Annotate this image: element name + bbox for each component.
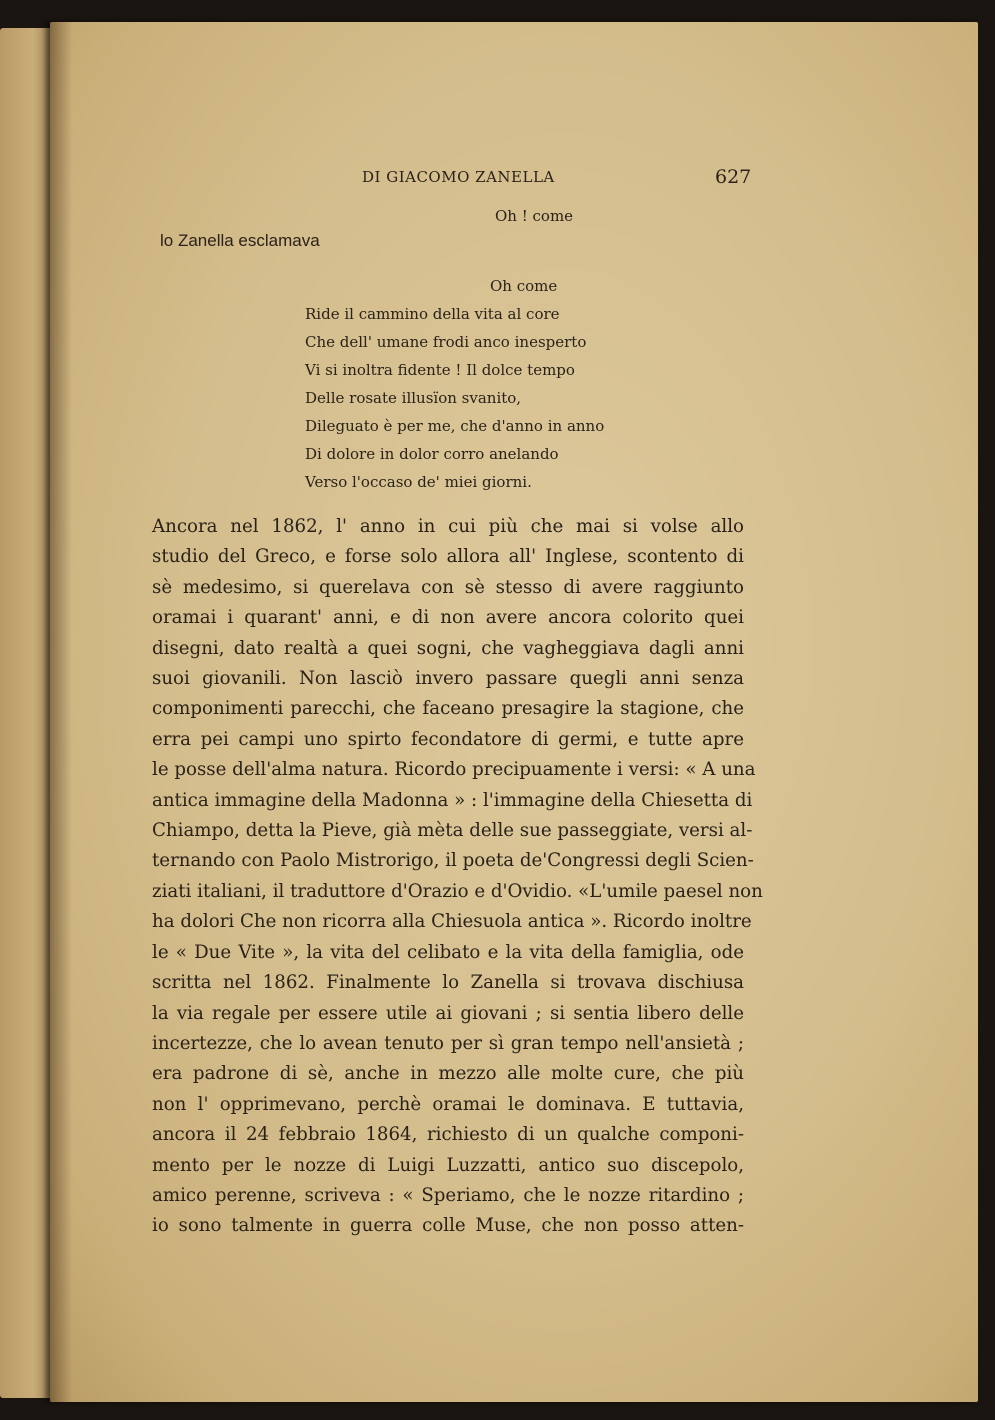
body-line: antica immagine della Madonna » : l'immagine della Chiesetta di <box>152 789 753 811</box>
page-number: 627 <box>715 166 752 188</box>
body-line: erra pei campi uno spirto fecondatore di germi, e tutte apre <box>152 728 744 750</box>
poem-line: Di dolore in dolor corro anelando <box>305 445 559 463</box>
poem-block <box>305 272 725 496</box>
body-line: io sono talmente in guerra colle Muse, che non posso atten- <box>152 1215 744 1237</box>
poem-line: Vi si inoltra fidente ! Il dolce tempo <box>305 361 575 379</box>
page-header <box>0 168 995 192</box>
spine-shadow <box>50 22 72 1402</box>
body-line: Chiampo, detta la Pieve, già mèta delle sue passeggiate, versi al- <box>152 820 753 842</box>
body-line: ternando con Paolo Mistrorigo, il poeta de'Congressi degli Scien- <box>152 850 754 872</box>
body-line: amico perenne, scriveva : « Speriamo, che le nozze ritardino ; <box>152 1184 744 1206</box>
poem-line: Oh come <box>490 277 558 295</box>
body-line: studio del Greco, e forse solo allora all' Inglese, scontento di <box>152 546 744 568</box>
body-line: le posse dell'alma natura. Ricordo precipuamente i versi: « A una <box>152 759 756 781</box>
poem-line: Dileguato è per me, che d'anno in anno <box>305 417 605 435</box>
body-line: sè medesimo, si querelava con sè stesso di avere raggiunto <box>152 576 744 598</box>
body-line: era padrone di sè, anche in mezzo alle molte cure, che più <box>152 1063 744 1085</box>
body-line: Ancora nel 1862, l' anno in cui più che mai si volse allo <box>152 516 744 537</box>
poem-line: Ride il cammino della vita al core <box>305 305 560 323</box>
poem-line: Che dell' umane frodi anco inesperto <box>305 333 587 351</box>
body-line: ancora il 24 febbraio 1864, richiesto di un qualche componi- <box>152 1124 744 1146</box>
body-line: non l' opprimevano, perchè oramai le dominava. E tuttavia, <box>152 1093 744 1115</box>
lead-in-line: lo Zanella esclamava <box>160 231 320 250</box>
body-line: scritta nel 1862. Finalmente lo Zanella si trovava dischiusa <box>152 972 744 994</box>
body-line: componimenti parecchi, che faceano presagire la stagione, che <box>152 698 744 720</box>
body-line: mento per le nozze di Luigi Luzzatti, antico suo discepolo, <box>152 1154 744 1176</box>
oh-come-line: Oh ! come <box>495 207 574 225</box>
body-line: disegni, dato realtà a quei sogni, che vagheggiava dagli anni <box>152 637 744 659</box>
poem-line: Verso l'occaso de' miei giorni. <box>305 473 532 491</box>
body-line: ha dolori Che non ricorra alla Chiesuola antica ». Ricordo inoltre <box>152 911 752 933</box>
running-head: DI GIACOMO ZANELLA <box>362 168 555 186</box>
body-line: incertezze, che lo avean tenuto per sì gran tempo nell'ansietà ; <box>152 1032 744 1054</box>
body-line: suoi giovanili. Non lasciò invero passare quegli anni senza <box>152 668 744 690</box>
body-line: ziati italiani, il traduttore d'Orazio e d'Ovidio. «L'umile paesel non <box>152 880 763 902</box>
body-paragraph <box>152 512 763 1242</box>
body-line: la via regale per essere utile ai giovani ; si sentia libero delle <box>152 1002 744 1024</box>
body-line: le « Due Vite », la vita del celibato e la vita della famiglia, ode <box>152 941 744 963</box>
body-line: oramai i quarant' anni, e di non avere ancora colorito quei <box>152 607 744 629</box>
poem-line: Delle rosate illusïon svanito, <box>305 389 522 407</box>
